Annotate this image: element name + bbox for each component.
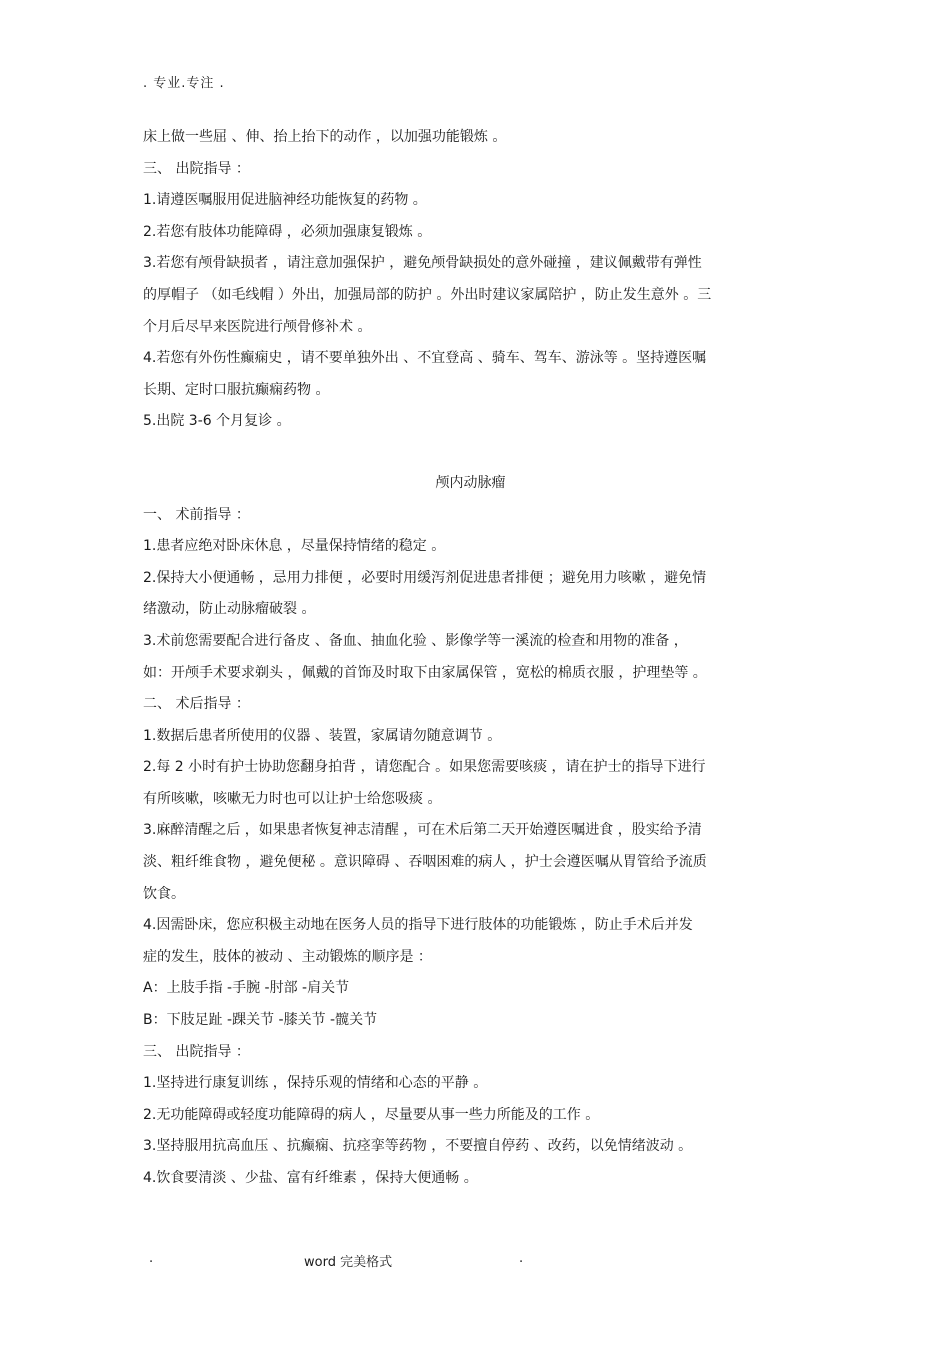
text-line: 3.若您有颅骨缺损者 ，请注意加强保护 ，避免颅骨缺损处的意外碰撞 ，建议佩戴带有弹性 [143, 255, 702, 272]
footer-label: word 完美格式 [304, 1255, 393, 1270]
text-line: 4.若您有外伤性癫痫史 ，请不要单独外出 、不宜登高 、骑车、驾车、游泳等 。坚持遵医嘱 [143, 350, 707, 367]
text-line: 如：开颅手术要求剃头 ，佩戴的首饰及时取下由家属保管 ，宽松的棉质衣服 ，护理垫等 。 [143, 664, 707, 681]
document-title: 颅内动脉瘤 [435, 474, 506, 491]
text-line: B：下肢足趾 -踝关节 -膝关节 -髋关节 [143, 1012, 378, 1029]
text-line: 个月后尽早来医院进行颅骨修补术 。 [143, 318, 372, 335]
text-line: A：上肢手指 -手腕 -肘部 -肩关节 [143, 980, 350, 997]
page-footer [143, 1251, 543, 1271]
spacer [143, 438, 813, 468]
page-header: . 专业.专注 . [143, 76, 225, 91]
text-line: 淡、粗纤维食物 ，避免便秘 。意识障碍 、吞咽困难的病人 ，护士会遵医嘱从胃管给予流质 [143, 854, 707, 871]
text-line: 饮食。 [143, 885, 185, 902]
section-heading: 三、 出院指导 ： [143, 160, 250, 177]
text-line: 床上做一些屈 、伸、抬上抬下的动作 ，以加强功能锻炼 。 [143, 129, 507, 145]
text-line: 症的发生，肢体的被动 、主动锻炼的顺序是 ： [143, 948, 432, 965]
footer-left-mark: . [149, 1251, 154, 1266]
section-heading: 三、 出院指导 ： [143, 1043, 250, 1060]
text-line: 3.术前您需要配合进行备皮 、备血、抽血化验 、影像学等一溪流的检查和用物的准备 ， [143, 632, 688, 649]
text-line: 1.坚持进行康复训练 ，保持乐观的情绪和心态的平静 。 [143, 1075, 488, 1092]
text-line: 2.每 2 小时有护士协助您翻身拍背 ，请您配合 。如果您需要咳痰 ，请在护士的指导下进行 [143, 759, 706, 776]
document-body [143, 122, 813, 1195]
text-line: 有所咳嗽，咳嗽无力时也可以让护士给您吸痰 。 [143, 790, 442, 807]
text-line: 4.饮食要清淡 、少盐、富有纤维素 ，保持大便通畅 。 [143, 1170, 478, 1186]
footer-right-mark: . [519, 1251, 524, 1266]
text-line: 绪激动，防止动脉瘤破裂 。 [143, 601, 316, 618]
text-line: 2.保持大小便通畅 ，忌用力排便 ，必要时用缓泻剂促进患者排便 ；避免用力咳嗽 ，避免情 [143, 569, 707, 586]
section-heading: 二、 术后指导 ： [143, 696, 250, 713]
text-line: 1.请遵医嘱服用促进脑神经功能恢复的药物 。 [143, 192, 427, 209]
text-line: 的厚帽子 （如毛线帽 ）外出，加强局部的防护 。外出时建议家属陪护 ，防止发生意外 。三 [143, 286, 712, 303]
text-line: 2.若您有肢体功能障碍 ，必须加强康复锻炼 。 [143, 223, 432, 240]
text-line: 5.出院 3-6 个月复诊 。 [143, 413, 291, 430]
text-line: 4.因需卧床，您应积极主动地在医务人员的指导下进行肢体的功能锻炼 ，防止手术后并发 [143, 917, 693, 934]
text-line: 长期、定时口服抗癫痫药物 。 [143, 381, 330, 398]
text-line: 1.患者应绝对卧床休息 ，尽量保持情绪的稳定 。 [143, 538, 446, 555]
text-line: 2.无功能障碍或轻度功能障碍的病人 ，尽量要从事一些力所能及的工作 。 [143, 1106, 600, 1123]
text-line: 1.数据后患者所使用的仪器 、装置，家属请勿随意调节 。 [143, 727, 502, 744]
text-line: 3.坚持服用抗高血压 、抗癫痫、抗痉挛等药物 ，不要擅自停药 、改药，以免情绪波动 。 [143, 1138, 693, 1155]
text-line: 3.麻醉清醒之后 ，如果患者恢复神志清醒 ，可在术后第二天开始遵医嘱进食 ，股实给予清 [143, 822, 702, 839]
section-heading: 一、 术前指导 ： [143, 506, 250, 523]
